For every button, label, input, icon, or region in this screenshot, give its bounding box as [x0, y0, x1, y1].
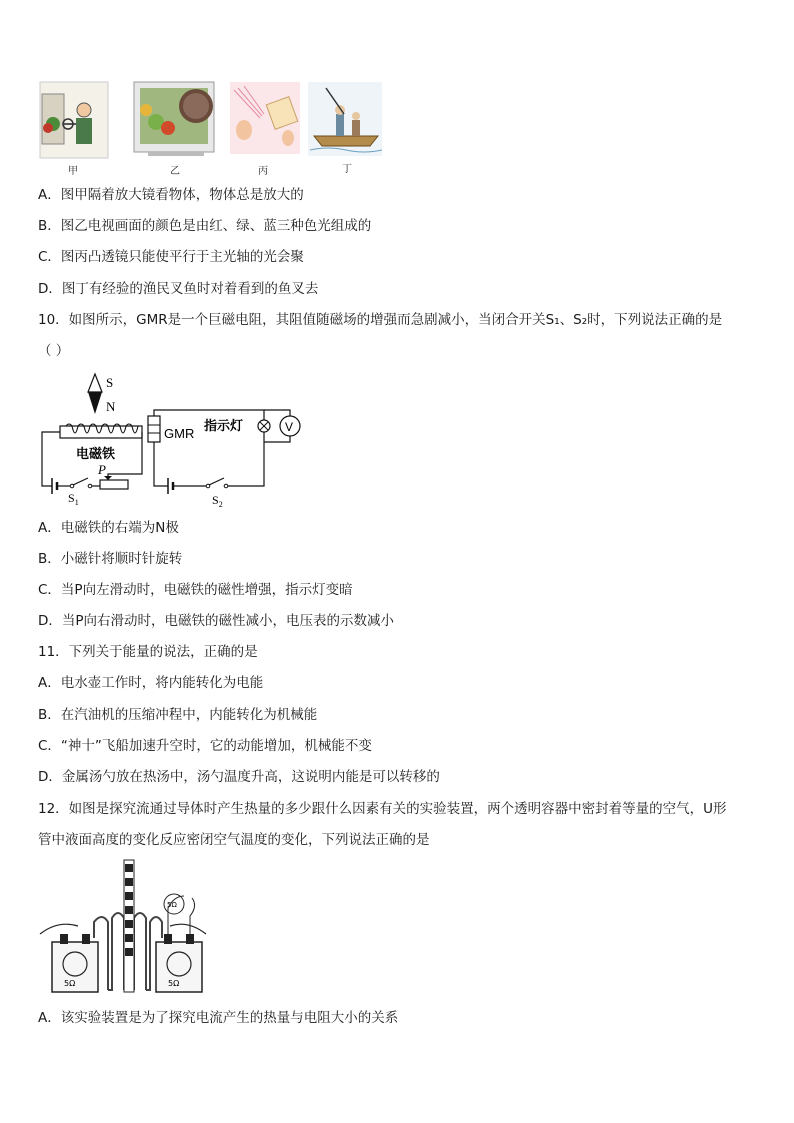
right-resistor-label: 5Ω — [168, 979, 180, 988]
q10-option-a: A．电磁铁的右端为N极 — [38, 520, 179, 536]
q10-option-d: D．当P向右滑动时，电磁铁的磁性减小，电压表的示数减小 — [38, 613, 395, 629]
joule-heating-apparatus — [38, 858, 208, 998]
image-bing — [230, 82, 300, 154]
circuit-diagram — [38, 370, 308, 510]
q11-stem: 11．下列关于能量的说法，正确的是 — [38, 644, 258, 660]
image-yi — [134, 82, 214, 156]
q10-stem-line2: （ ） — [38, 343, 70, 359]
q12-stem-line1: 12．如图是探究流通过导体时产生热量的多少跟什么因素有关的实验装置，两个透明容器中密封着等量的空气，U形 — [38, 801, 727, 817]
indicator-lamp-label: 指示灯 — [204, 419, 244, 434]
q12-stem-line2: 管中液面高度的变化反应密闭空气温度的变化，下列说法正确的是 — [38, 832, 430, 848]
slider-p-label: P — [98, 462, 106, 477]
q10-stem-line1: 10．如图所示，GMR是一个巨磁电阻，其阻值随磁场的增强而急剧减小，当闭合开关S₁、S₂时，下列说法正确的是 — [38, 312, 723, 328]
q11-option-d: D．金属汤勺放在热汤中，汤勺温度升高，这说明内能是可以转移的 — [38, 769, 440, 785]
switch2-label: $S_2$ — [212, 493, 223, 509]
q11-option-a: A．电水壶工作时，将内能转化为电能 — [38, 675, 264, 691]
caption-yi: 乙 — [170, 166, 180, 177]
caption-ding: 丁 — [342, 164, 352, 175]
q11-option-c: C．“神十”飞船加速升空时，它的动能增加，机械能不变 — [38, 738, 372, 754]
electromagnet-label: 电磁铁 — [76, 447, 116, 462]
image-ding — [308, 82, 382, 156]
voltmeter-label: V — [285, 420, 294, 434]
parallel-resistor-label: 5Ω — [167, 901, 177, 909]
compass-s-label: S — [106, 375, 114, 390]
caption-bing: 丙 — [258, 166, 268, 177]
q11-option-b: B．在汽油机的压缩冲程中，内能转化为机械能 — [38, 707, 318, 723]
q9-option-d: D．图丁有经验的渔民叉鱼时对着看到的鱼叉去 — [38, 281, 319, 297]
caption-jia: 甲 — [68, 166, 78, 177]
compass-n-label: N — [106, 399, 116, 414]
q10-circuit-figure — [38, 370, 308, 510]
image-jia — [40, 82, 108, 158]
q10-option-b: B．小磁针将顺时针旋转 — [38, 551, 183, 567]
q9-option-c: C．图丙凸透镜只能使平行于主光轴的光会聚 — [38, 249, 304, 265]
q9-option-b: B．图乙电视画面的颜色是由红、绿、蓝三种色光组成的 — [38, 218, 372, 234]
q9-option-a: A．图甲隔着放大镜看物体，物体总是放大的 — [38, 187, 304, 203]
left-resistor-label: 5Ω — [64, 979, 76, 988]
q12-option-a: A．该实验装置是为了探究电流产生的热量与电阻大小的关系 — [38, 1010, 399, 1026]
q12-experiment-figure — [38, 858, 208, 998]
gmr-label: GMR — [164, 426, 195, 441]
switch1-label: $S_1$ — [68, 491, 79, 507]
q10-option-c: C．当P向左滑动时，电磁铁的磁性增强，指示灯变暗 — [38, 582, 353, 598]
